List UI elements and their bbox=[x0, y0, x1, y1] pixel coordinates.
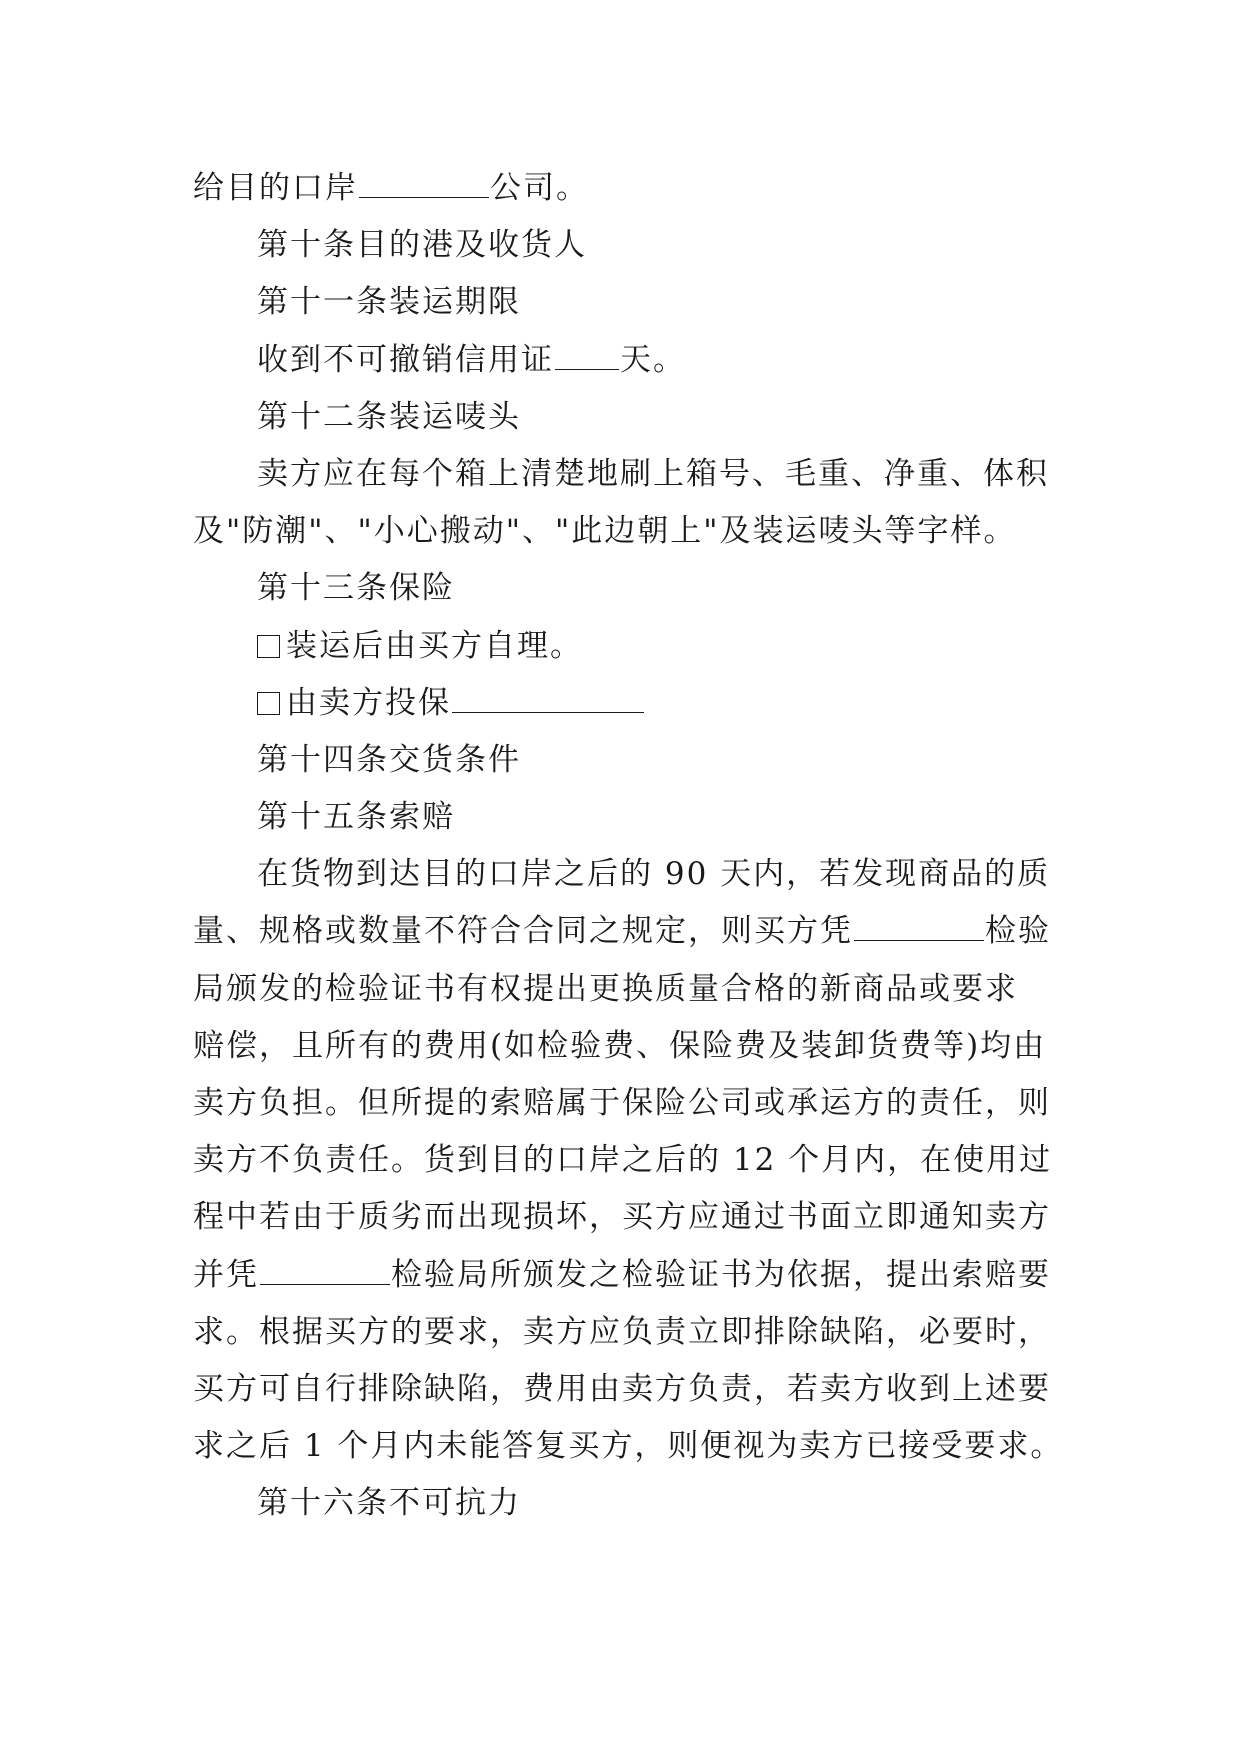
text-segment: 赔偿，且所有的费用(如检验费、保险费及装卸货费等)均由 bbox=[193, 1027, 1047, 1064]
text-segment: 及"防潮"、"小心搬动"、"此边朝上"及装运唛头等字样。 bbox=[193, 513, 1017, 550]
text-line bbox=[193, 1247, 1063, 1304]
article-heading bbox=[193, 217, 1063, 274]
heading-text: 第十一条装运期限 bbox=[257, 284, 521, 321]
text-line bbox=[193, 1304, 1063, 1361]
text-segment: 收到不可撤销信用证 bbox=[257, 341, 554, 378]
text-segment: 求之后 1 个月内未能答复买方，则便视为卖方已接受要求。 bbox=[193, 1428, 1064, 1465]
text-line bbox=[193, 160, 1063, 217]
heading-text: 第十条目的港及收货人 bbox=[257, 227, 587, 264]
article-heading bbox=[193, 1475, 1063, 1532]
text-segment: 求。根据买方的要求，卖方应负责立即排除缺陷，必要时， bbox=[193, 1313, 1051, 1350]
text-segment: 卖方负担。但所提的索赔属于保险公司或承运方的责任，则 bbox=[193, 1085, 1051, 1121]
text-line bbox=[193, 1418, 1063, 1475]
text-segment: 并凭 bbox=[193, 1256, 259, 1293]
article-heading bbox=[193, 560, 1063, 617]
heading-text: 第十五条索赔 bbox=[257, 799, 455, 836]
article-heading bbox=[193, 732, 1063, 789]
fill-in-blank bbox=[260, 1256, 390, 1285]
text-line bbox=[193, 961, 1063, 1018]
text-line bbox=[193, 846, 1063, 903]
text-segment: 程中若由于质劣而出现损坏，买方应通过书面立即通知卖方 bbox=[193, 1199, 1051, 1236]
text-segment: 量、规格或数量不符合合同之规定，则买方凭 bbox=[193, 913, 853, 950]
text-line bbox=[193, 332, 1063, 389]
contract-text bbox=[193, 160, 1063, 1533]
article-heading bbox=[193, 789, 1063, 846]
text-segment: 检验局所颁发之检验证书为依据，提出索赔要 bbox=[391, 1256, 1051, 1293]
text-line bbox=[193, 1361, 1063, 1418]
text-line bbox=[193, 503, 1063, 560]
option-text: 装运后由买方自理。 bbox=[286, 627, 583, 664]
checkbox-option bbox=[193, 618, 1063, 675]
text-segment: 在货物到达目的口岸之后的 90 天内，若发现商品的质 bbox=[257, 856, 1051, 893]
text-line bbox=[193, 1018, 1063, 1075]
heading-text: 第十六条不可抗力 bbox=[257, 1485, 521, 1522]
fill-in-blank bbox=[555, 341, 619, 370]
fill-in-blank bbox=[452, 684, 644, 713]
text-segment: 买方可自行排除缺陷，费用由卖方负责，若卖方收到上述要 bbox=[193, 1370, 1051, 1407]
text-segment: 天。 bbox=[620, 341, 686, 378]
fill-in-blank bbox=[854, 912, 984, 941]
text-segment: 卖方应在每个箱上清楚地刷上箱号、毛重、净重、体积 bbox=[257, 455, 1049, 492]
text-segment: 卖方不负责任。货到目的口岸之后的 12 个月内，在使用过 bbox=[193, 1142, 1053, 1179]
article-heading bbox=[193, 274, 1063, 331]
option-text: 由卖方投保 bbox=[286, 684, 451, 721]
heading-text: 第十三条保险 bbox=[257, 570, 455, 607]
heading-text: 第十二条装运唛头 bbox=[257, 398, 521, 435]
text-line bbox=[193, 1189, 1063, 1246]
text-line bbox=[193, 903, 1063, 960]
checkbox-option bbox=[193, 675, 1063, 732]
text-segment: 局颁发的检验证书有权提出更换质量合格的新商品或要求 bbox=[193, 970, 1018, 1007]
checkbox-icon bbox=[257, 692, 280, 715]
text-line bbox=[193, 1075, 1063, 1132]
text-line bbox=[193, 446, 1063, 503]
heading-text: 第十四条交货条件 bbox=[257, 741, 521, 778]
article-heading bbox=[193, 389, 1063, 446]
text-line bbox=[193, 1132, 1063, 1189]
checkbox-icon bbox=[257, 635, 280, 658]
fill-in-blank bbox=[359, 169, 489, 198]
text-segment: 公司。 bbox=[490, 170, 589, 206]
text-segment: 检验 bbox=[985, 913, 1051, 950]
text-segment: 给目的口岸 bbox=[193, 170, 358, 206]
